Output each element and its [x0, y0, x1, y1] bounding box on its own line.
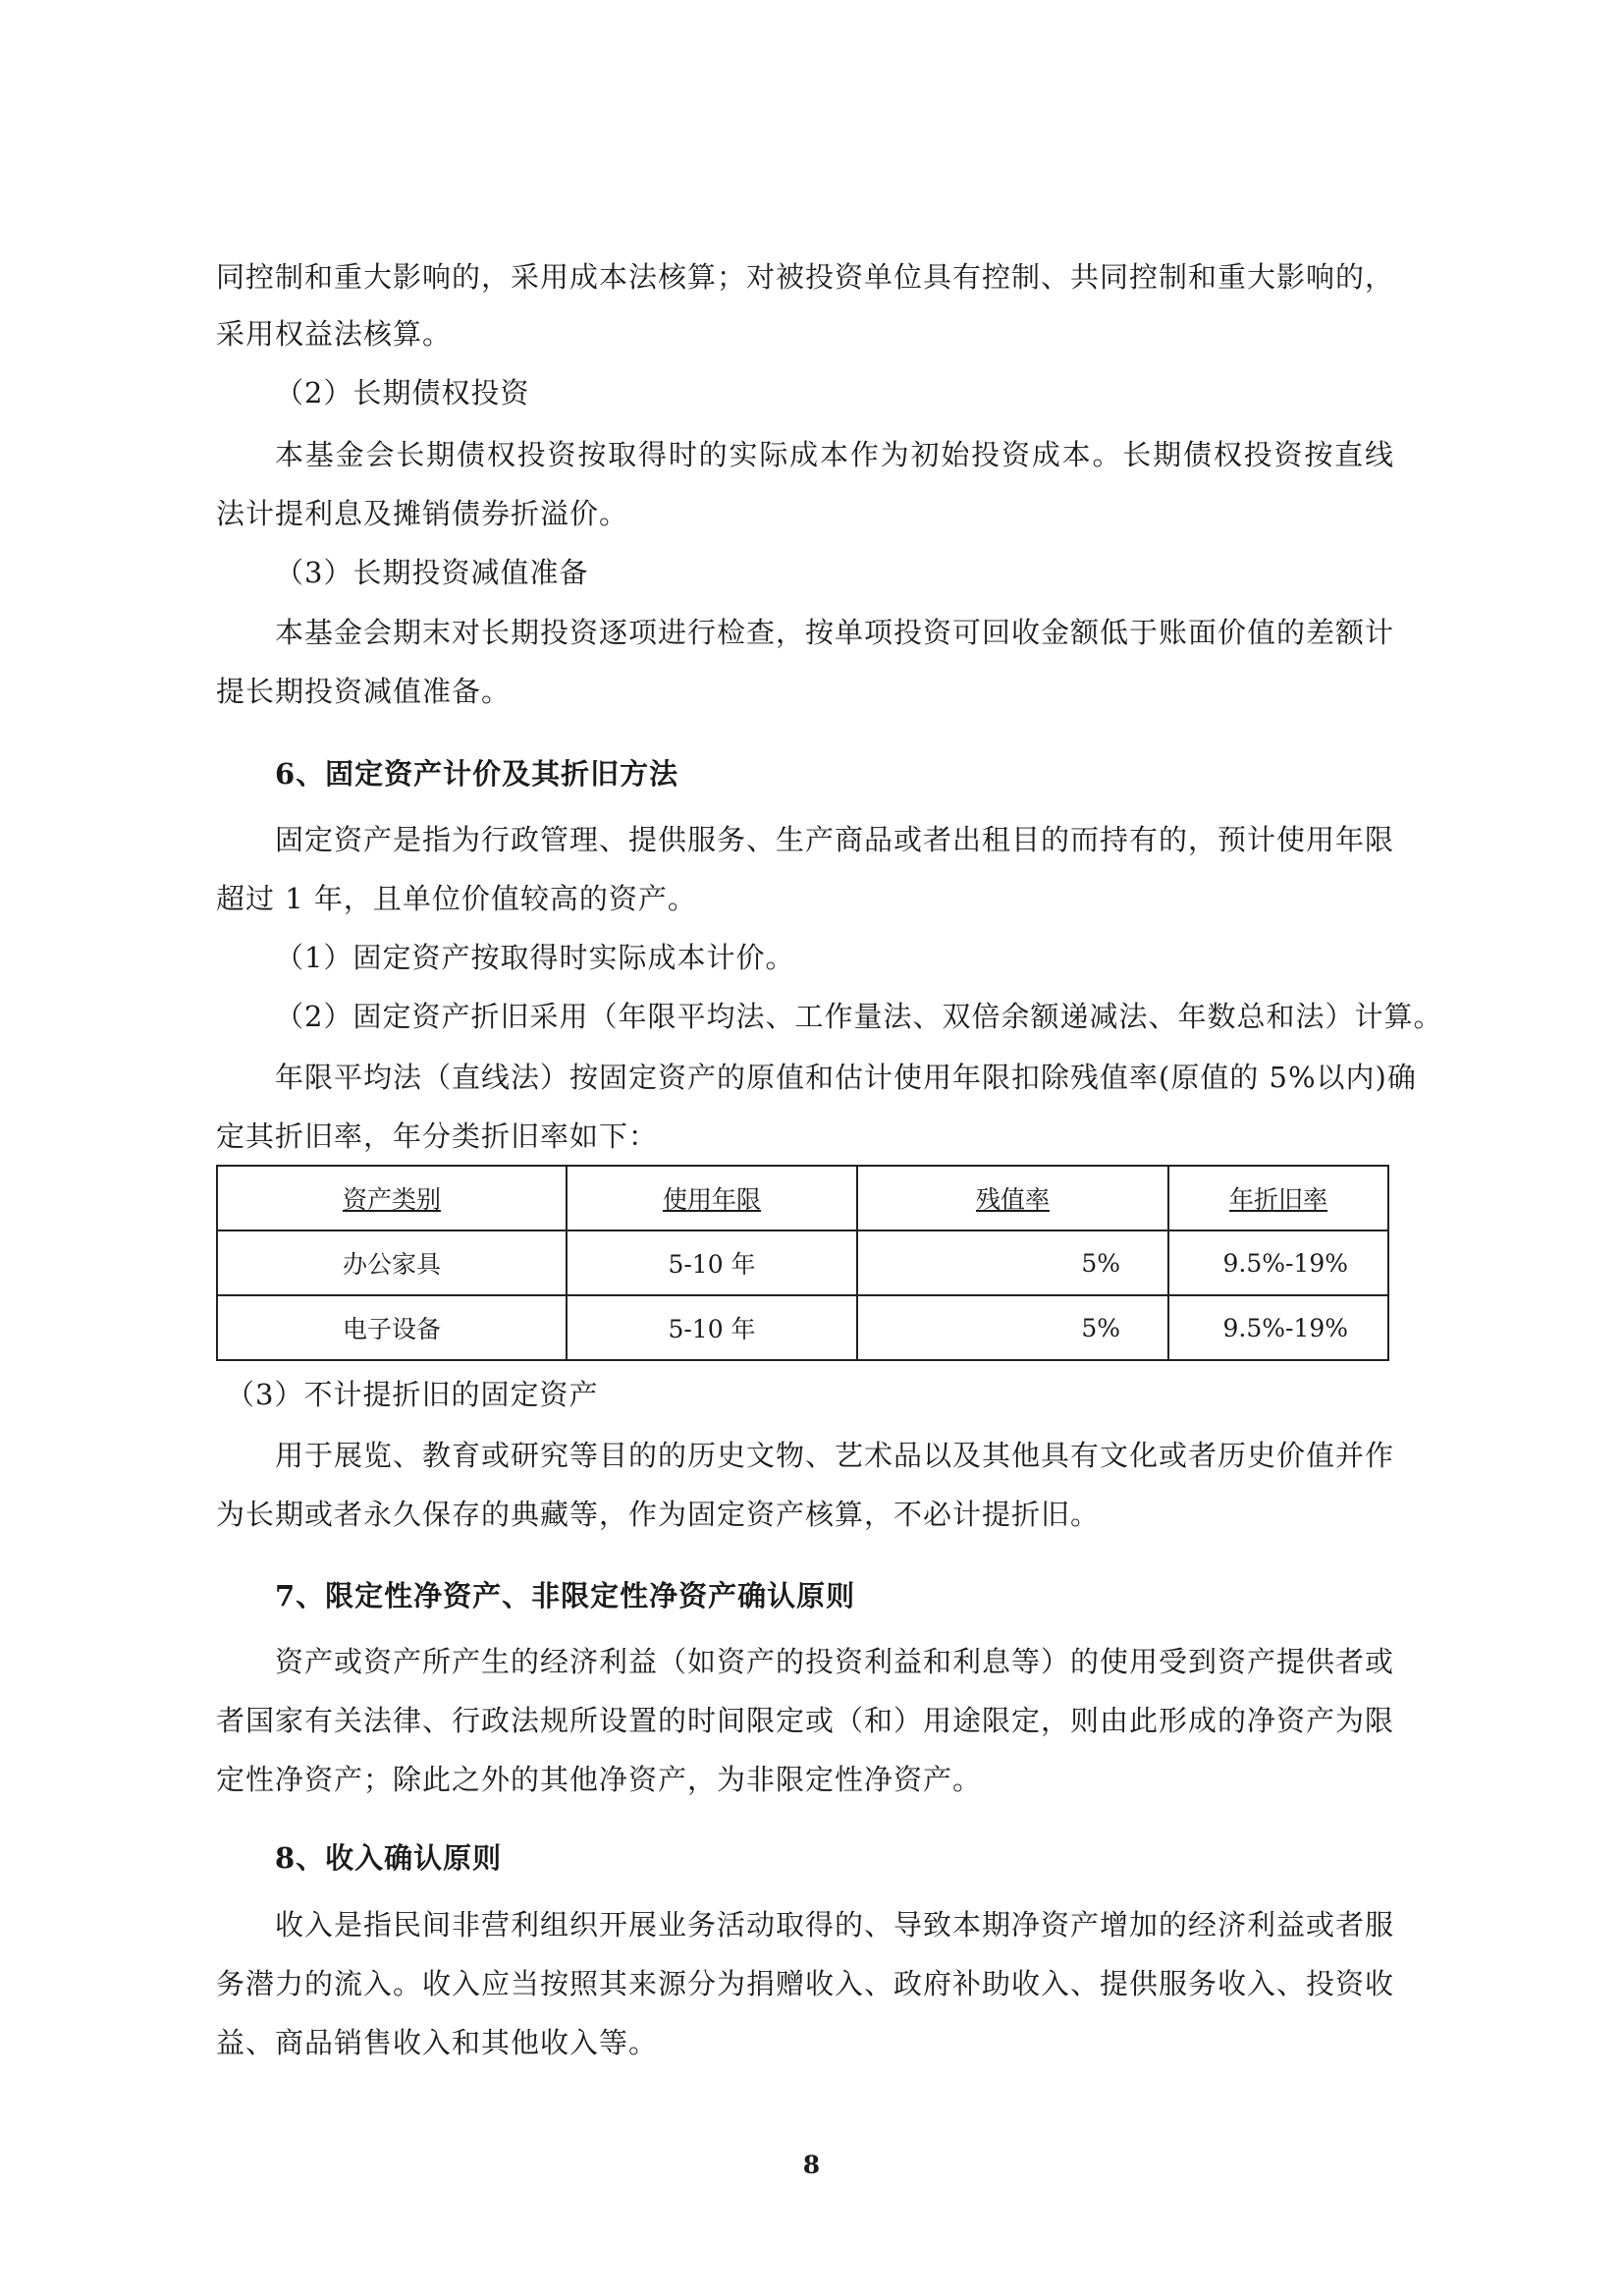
table-cell: 5-10 年 — [567, 1295, 857, 1360]
paragraph-line: 者国家有关法律、行政法规所设置的时间限定或（和）用途限定，则由此形成的净资产为限 — [216, 1704, 1395, 1737]
subheading: （3）长期投资减值准备 — [275, 556, 589, 589]
paragraph-line: 采用权益法核算。 — [216, 317, 453, 351]
subheading: （3）不计提折旧的固定资产 — [226, 1378, 599, 1411]
paragraph-line: 为长期或者永久保存的典藏等，作为固定资产核算，不必计提折旧。 — [216, 1498, 1101, 1531]
paragraph-line: 用于展览、教育或研究等目的的历史文物、艺术品以及其他具有文化或者历史价值并作 — [275, 1439, 1395, 1472]
table-header-row — [217, 1166, 1388, 1230]
table-cell: 5% — [857, 1230, 1168, 1295]
table-cell: 电子设备 — [217, 1295, 567, 1360]
paragraph-line: 年限平均法（直线法）按固定资产的原值和估计使用年限扣除残值率(原值的 5%以内)确 — [275, 1061, 1417, 1094]
table-cell: 9.5%-19% — [1168, 1295, 1388, 1360]
table-row — [217, 1230, 1388, 1295]
table-row — [217, 1295, 1388, 1360]
section-heading: 7、限定性净资产、非限定性净资产确认原则 — [275, 1579, 856, 1613]
table-cell: 5-10 年 — [567, 1230, 857, 1295]
paragraph-line: 资产或资产所产生的经济利益（如资产的投资利益和利息等）的使用受到资产提供者或 — [275, 1645, 1395, 1678]
paragraph-line: 同控制和重大影响的，采用成本法核算；对被投资单位具有控制、共同控制和重大影响的， — [216, 260, 1395, 294]
section-heading: 6、固定资产计价及其折旧方法 — [275, 757, 679, 791]
table-header-cell: 年折旧率 — [1168, 1166, 1388, 1230]
paragraph-line: 提长期投资减值准备。 — [216, 675, 512, 708]
paragraph-line: 本基金会期末对长期投资逐项进行检查，按单项投资可回收金额低于账面价值的差额计 — [275, 616, 1395, 649]
paragraph-line: 收入是指民间非营利组织开展业务活动取得的、导致本期净资产增加的经济利益或者服 — [275, 1908, 1395, 1941]
paragraph-line: （2）固定资产折旧采用（年限平均法、工作量法、双倍余额递减法、年数总和法）计算。 — [275, 1000, 1443, 1033]
table-header-cell: 资产类别 — [217, 1166, 567, 1230]
subheading: （2）长期债权投资 — [275, 376, 530, 410]
table-header-cell: 残值率 — [857, 1166, 1168, 1230]
section-heading: 8、收入确认原则 — [275, 1841, 503, 1875]
table-cell: 5% — [857, 1295, 1168, 1360]
table-header-cell: 使用年限 — [567, 1166, 857, 1230]
paragraph-line: 法计提利息及摊销债券折溢价。 — [216, 497, 629, 530]
paragraph-line: 固定资产是指为行政管理、提供服务、生产商品或者出租目的而持有的，预计使用年限 — [275, 823, 1395, 856]
table-cell: 办公家具 — [217, 1230, 567, 1295]
paragraph-line: 定其折旧率，年分类折旧率如下： — [216, 1120, 659, 1153]
table-cell: 9.5%-19% — [1168, 1230, 1388, 1295]
paragraph-line: 定性净资产；除此之外的其他净资产，为非限定性净资产。 — [216, 1763, 983, 1796]
page-number: 8 — [802, 2151, 821, 2179]
paragraph-line: 超过 1 年，且单位价值较高的资产。 — [216, 882, 697, 915]
paragraph-line: 务潜力的流入。收入应当按照其来源分为捐赠收入、政府补助收入、提供服务收入、投资收 — [216, 1967, 1395, 2000]
paragraph-line: 益、商品销售收入和其他收入等。 — [216, 2026, 659, 2059]
paragraph-line: （1）固定资产按取得时实际成本计价。 — [275, 941, 795, 974]
depreciation-table — [216, 1165, 1389, 1361]
paragraph-line: 本基金会长期债权投资按取得时的实际成本作为初始投资成本。长期债权投资按直线 — [275, 438, 1394, 471]
